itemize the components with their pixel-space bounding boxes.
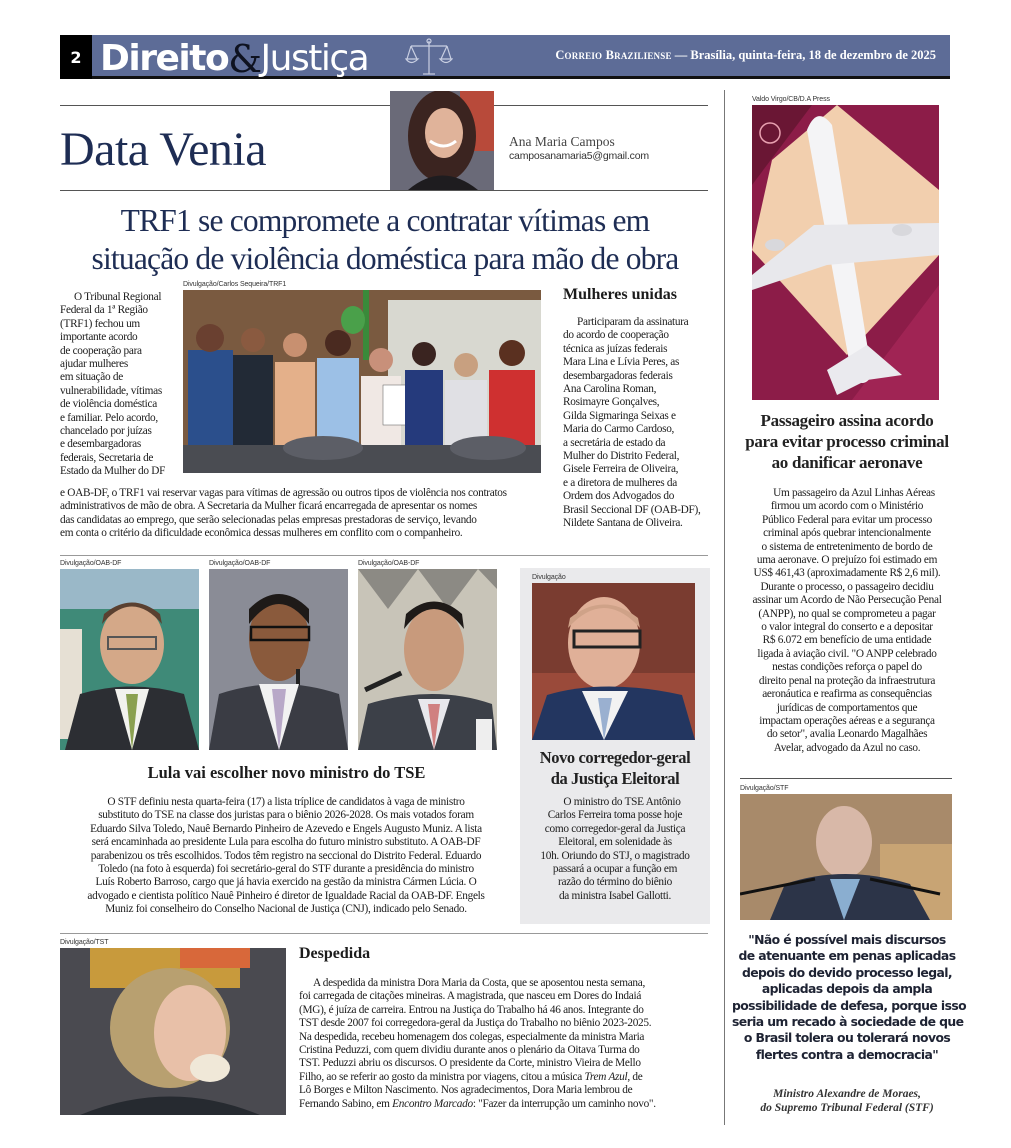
lead-body-column [60,291,180,479]
text-line [299,1098,719,1111]
eduardo-toledo-photo [60,569,199,750]
scales-of-justice-icon [405,37,453,77]
text-line: (ANPP), no qual se comprometeu a pagar [758,607,936,620]
text-line: e a diretora de mulheres da [563,476,677,489]
antonio-carlos-ferreira-photo [532,583,695,740]
section-word-direito: Direito [100,38,229,79]
divider [740,778,952,779]
divider [60,933,708,934]
text-line: impactam operações aéreas e a segurança [759,714,935,727]
lead-headline [40,202,730,278]
text-line: Avelar, advogado da Azul no caso. [773,741,921,754]
corregedor-body [520,796,710,903]
photo-credit: Divulgação/OAB-DF [358,560,420,567]
text-segment: Filho, ao se referir ao gosto da ministra por viagens, citou a música [299,1070,585,1083]
quote-line: depois do devido processo legal, [741,964,953,980]
text-line: do setor", avalia Leonardo Magalhães [766,728,928,741]
text-segment: Fernando Sabino, em [299,1097,393,1110]
naue-pinheiro-photo [209,569,348,750]
text-line: o sistema de entretenimento de bordo de [761,540,933,553]
text-line: em situação de [60,371,123,384]
text-line: o valor integral do conserto e a depositar [761,621,933,634]
text-line: Eduardo Silva Toledo, Nauê Bernardo Pinheiro de Azevedo e Engels Augusto Muniz. A lista [90,822,482,835]
photo-credit: Divulgação/STF [740,785,789,792]
text-line: em conta o critério da dificuldade econômica dessas mulheres em conflito com o companheiro. [60,527,463,540]
text-line: Carlos Ferreira toma posse hoje [547,809,683,822]
text-line: parabenizou os três escolhidos. Todos têm registro na seccional do Distrito Federal. Eduardo [90,849,482,862]
text-line: a secretária de estado da [563,436,666,449]
text-line: firmou um acordo com o Ministério [770,500,924,513]
text-line: O STF definiu nesta quarta-feira (17) a lista tríplice de candidatos à vaga de ministro [107,796,465,808]
text-line: de violência doméstica [60,398,157,411]
text-line: A despedida da ministra Dora Maria da Costa, que se aposentou nesta semana, [313,977,645,989]
pull-quote [732,932,967,1063]
text-line: do acordo de cooperação [563,329,669,342]
text-line: das candidatas ao emprego, que serão selecionadas pelas empresas prestadoras de serviço, levando [60,513,477,526]
section-title [100,33,368,79]
text-line: Durante o processo, o passageiro decidiu [760,580,934,593]
corregedor-headline [520,747,710,789]
book-title: Encontro Marcado [392,1097,473,1110]
text-line: passará a ocupar a função em [552,863,678,876]
text-line: federais, Secretaria de [60,451,154,464]
text-line: O ministro do TSE Antônio [563,796,681,808]
text-line: técnica as juízas federais [563,342,668,355]
photo-credit: Divulgação/OAB-DF [209,560,271,567]
text-line: desembargadoras federais [563,369,673,382]
text-line: Público Federal para evitar um processo [762,513,932,526]
text-line: vulnerabilidade, vítimas [60,384,162,397]
text-line: Toledo (na foto à esquerda) foi secretário-geral do STF durante a presidência do ministro [98,863,474,876]
photo-credit: Divulgação/Carlos Sequeira/TRF1 [183,281,287,288]
text-line: Gisele Ferreira de Oliveira, [563,463,679,476]
text-line: Participaram da assinatura [577,316,689,328]
text-line [299,1071,719,1084]
engels-muniz-photo [358,569,497,750]
divider [60,105,708,106]
trf1-signing-photo [183,290,541,473]
author-name: Ana Maria Campos [509,134,615,149]
text-line: Gilda Sigmaringa Seixas e [563,409,676,422]
text-line: Maria do Carmo Cardoso, [563,423,675,436]
text-line: Brasil Seccional DF (OAB-DF), [563,503,701,516]
headline-line: Novo corregedor-geral [539,748,691,767]
text-line: TST. Peduzzi abriu os discursos. O presidente da Corte, ministro Vieira de Mello [299,1057,641,1070]
text-line: Mara Lina e Lívia Peres, as [563,356,680,369]
column-title: Data Venia [60,123,267,176]
text-line: Nildete Santana de Oliveira. [563,517,683,530]
text-line: direito penal na proteção da infraestrutura [758,674,936,687]
dora-maria-photo [60,948,286,1115]
dateline-text: — Brasília, quinta-feira, 18 de dezembro de 2025 [671,48,936,62]
sidebar-body [563,316,719,531]
section-ampersand: & [228,37,261,81]
quote-line: flertes contra a democracia" [755,1046,939,1062]
headline-line: Passageiro assina acordo [760,411,934,430]
text-line: uma aeronave. O prejuízo foi estimado em [756,554,938,567]
text-line: (MG), é juíza de carreira. Entrou na Justiça do Trabalho há 46 anos. Integrante do [299,1003,644,1016]
tse-body [55,796,517,917]
text-line: Rosimayre Gonçalves, [563,396,660,409]
text-line: R$ 6.072 em benefício de uma entidade [762,634,932,647]
text-line: e desembargadoras [60,438,141,451]
headline-line: ao danificar aeronave [771,453,923,472]
airline-body [730,487,964,755]
section-word-justica: Justiça [260,38,369,79]
airplane-illustration [752,105,939,400]
text-line: nestas condições reforça o papel do [772,661,922,674]
text-line: ligada à aviação civil. "O ANPP celebrado [757,647,937,660]
text-line: jurídicas de comportamentos que [776,701,918,714]
divider [60,190,708,191]
text-line: aeronáutica e reafirma as consequências [762,688,932,701]
text-line: Muniz foi conselheiro do Conselho Nacional de Justiça (CNJ), indicado pelo Senado. [105,903,467,916]
text-line: Um passageiro da Azul Linhas Aéreas [773,487,935,499]
text-line: administrativos de mão de obra. A Secretaria da Mulher ficará encarregada de apresentar os nomes [60,500,477,513]
text-line: TST desde 2007 foi corregedora-geral da Justiça do Trabalho no biênio 2023-2025. [299,1017,652,1030]
quote-line: possibilidade de defesa, porque isso [732,997,967,1013]
text-line: Federal da 1ª Região [60,304,148,317]
quote-attribution [732,1087,962,1115]
lead-headline-line: situação de violência doméstica para mão de obra [91,241,679,276]
quote-line: "Não é possível mais discursos [748,932,946,947]
headline-line: da Justiça Eleitoral [550,769,680,788]
text-line: Ordem dos Advogados do [563,490,675,503]
photo-credit: Divulgação [532,574,566,581]
text-line: Mulher do Distrito Federal, [563,450,680,463]
tse-headline: Lula vai escolher novo ministro do TSE [147,763,426,782]
text-line: de cooperação para [60,344,142,357]
text-line: (TRF1) fechou um [60,317,140,330]
headline-line: para evitar processo criminal [745,432,949,451]
text-line: Estado da Mulher do DF [60,465,166,478]
alexandre-de-moraes-photo [740,794,952,920]
photo-credit: Valdo Virgo/CB/D.A Press [752,96,830,103]
attribution-line: Ministro Alexandre de Moraes, [773,1088,921,1100]
text-line: chancelado por juízas [60,425,152,438]
text-line: O Tribunal Regional [74,291,162,303]
text-line: US$ 461,43 (aproximadamente R$ 2,6 mil). [753,567,941,580]
song-title: Trem Azul [584,1070,628,1083]
lead-body-wide [60,487,555,541]
text-line: Luís Roberto Barroso, cargo que já havia exercido na gestão da ministra Cármen Lúcia. O [95,876,477,889]
lead-headline-line: TRF1 se compromete a contratar vítimas em [120,203,650,238]
photo-credit: Divulgação/OAB-DF [60,560,122,567]
farewell-subhead: Despedida [299,945,371,962]
page-number: 2 [60,35,92,79]
text-line: ajudar mulheres [60,358,128,371]
airline-headline [732,410,962,473]
quote-line: aplicadas depois da ampla [761,981,933,997]
text-segment: : "Fazer da interrupção um caminho novo". [472,1097,656,1110]
text-line: e OAB-DF, o TRF1 vai reservar vagas para vítimas de agressão ou outros tipos de violência nos contratos [60,487,507,499]
publication-brand: Correio Braziliense [555,48,672,62]
text-line: criminal após quebrar intencionalmente [763,527,931,540]
text-line: como corregedor-geral da Justiça [544,822,686,835]
author-photo [390,91,494,190]
farewell-body [299,977,719,1111]
text-line: Na despedida, recebeu homenagem dos colegas, especialmente da ministra Maria [299,1030,645,1043]
sidebar-subhead: Mulheres unidas [563,286,677,303]
quote-line: o Brasil tolera ou tolerará novos [743,1030,951,1046]
text-line: razão do término do biênio [558,876,672,889]
text-line: Cristina Peduzzi, com quem dividiu durante anos o plenário da Oitava Turma do [299,1044,640,1057]
text-line: Lô Borges e Milton Nascimento. Nos agradecimentos, Dora Maria lembrou de [299,1084,633,1097]
quote-line: de atenuante em penas aplicadas [738,948,956,964]
text-line: assinar um Acordo de Não Persecução Penal [752,594,942,607]
text-line: substituto do TSE na classe dos juristas para o biênio 2026-2028. Os mais votados foram [98,809,474,822]
quote-line: seria um recado à sociedade de que [732,1014,964,1030]
text-line: e familiar. Pelo acordo, [60,411,158,424]
divider [60,555,708,556]
attribution-line: do Supremo Tribunal Federal (STF) [760,1102,934,1114]
text-line: Eleitoral, em solenidade às [558,836,672,849]
text-segment: , de [627,1070,643,1083]
text-line: da ministra Isabel Gallotti. [558,889,672,902]
text-line: 10h. Oriundo do STJ, o magistrado [540,849,690,862]
section-masthead [60,35,950,79]
text-line: importante acordo [60,331,138,344]
publication-dateline [555,48,936,63]
author-email[interactable]: camposanamaria5@gmail.com [509,150,649,162]
text-line: foi carregada de citações mineiras. A magistrada, que nasceu em Dores do Indaiá [299,990,642,1003]
text-line: será encaminhada ao presidente Lula para escolha do futuro ministro substituto. A OAB-DF [91,836,481,849]
text-line: Ana Carolina Roman, [563,383,657,396]
text-line: advogado e cientista político Nauê Pinheiro é diretor de Igualdade Racial da OAB-DF. Engels [87,889,485,902]
photo-credit: Divulgação/TST [60,939,109,946]
